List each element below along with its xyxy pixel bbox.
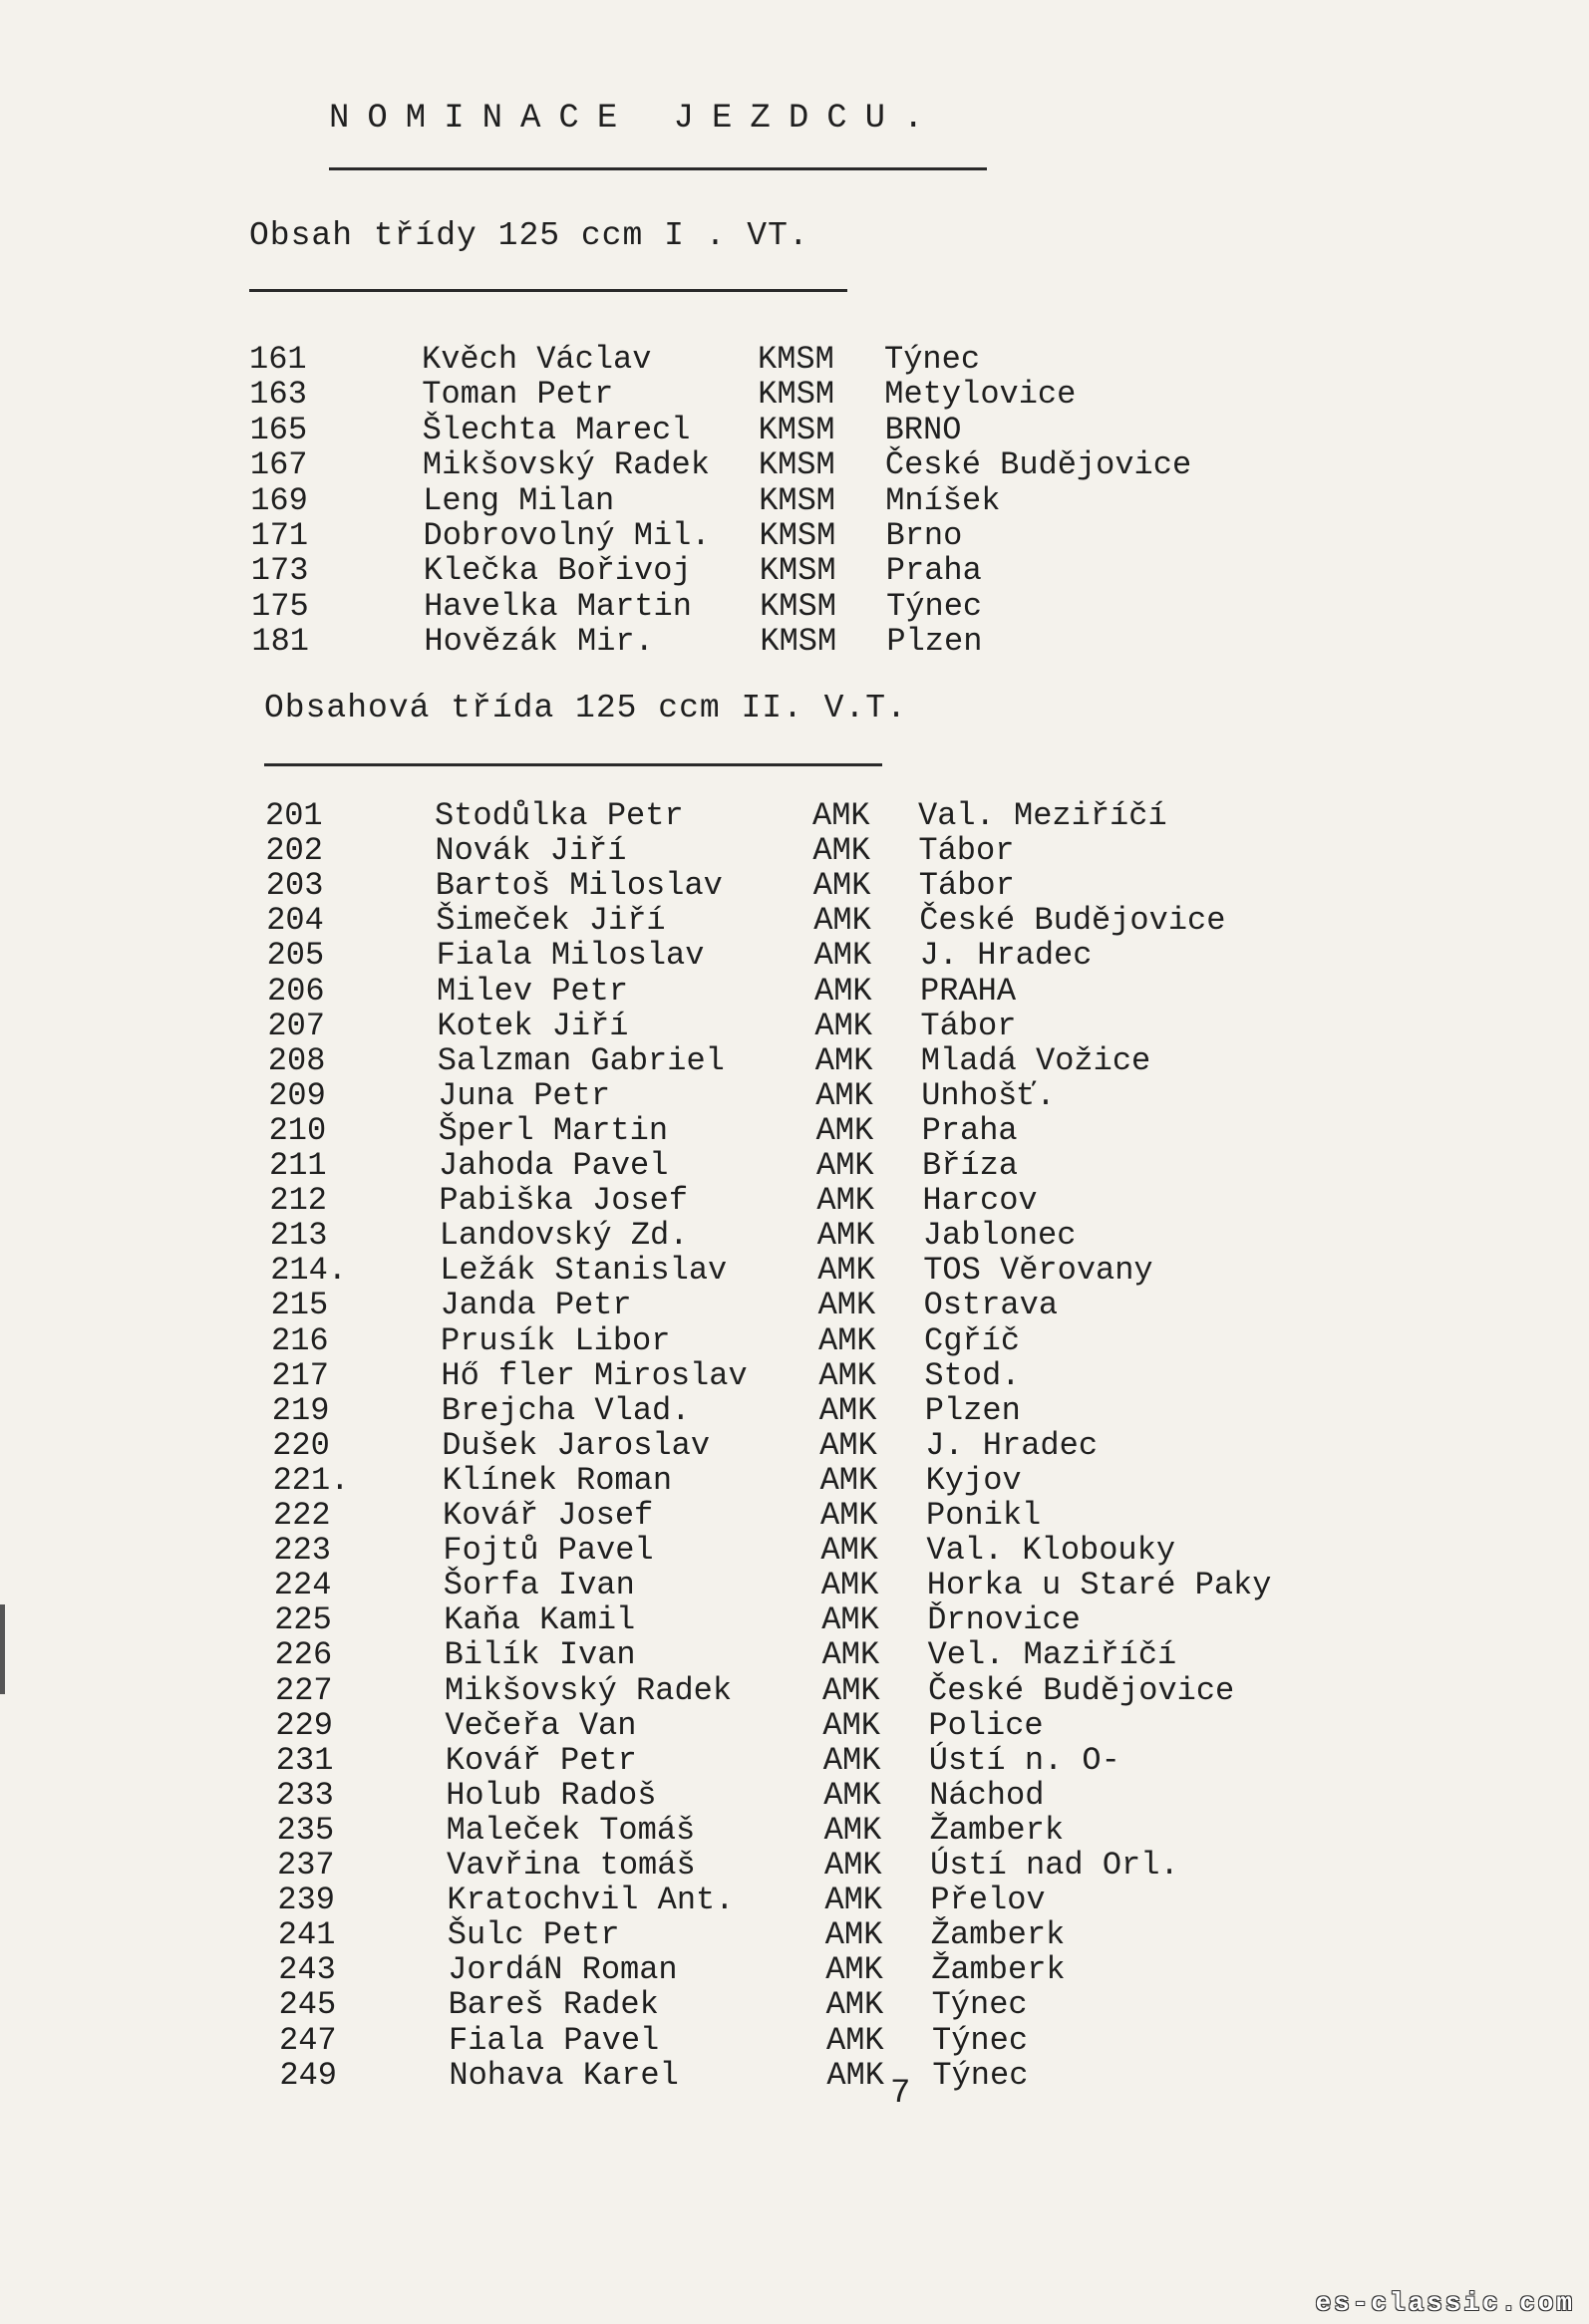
- rider-number: 243: [278, 1951, 336, 1989]
- rider-city: Týnec: [932, 2021, 1029, 2059]
- rider-city: Police: [928, 1706, 1044, 1744]
- rider-city: Ostrava: [923, 1287, 1059, 1324]
- rider-number: 220: [272, 1426, 330, 1464]
- rider-name: JordáN Roman: [448, 1951, 678, 1989]
- rider-name: Klečka Bořivoj: [423, 552, 692, 590]
- rider-name: Mikšovský Radek: [445, 1671, 733, 1709]
- rider-row: [0, 1252, 1589, 1288]
- rider-number: 205: [266, 937, 325, 975]
- rider-city: TOS Věrovany: [923, 1252, 1153, 1290]
- rider-number: 241: [277, 1916, 336, 1954]
- rider-number: 247: [279, 2021, 337, 2059]
- rider-name: Brejcha Vlad.: [441, 1391, 691, 1429]
- rider-number: 237: [277, 1847, 335, 1884]
- rider-city: Tábor: [920, 1007, 1017, 1044]
- rider-row: [0, 1357, 1589, 1393]
- rider-number: 175: [251, 587, 309, 625]
- rider-number: 165: [249, 411, 308, 448]
- rider-number: 224: [273, 1567, 332, 1604]
- rider-club: AMK: [826, 2056, 884, 2094]
- rider-name: Kovář Petr: [445, 1741, 637, 1779]
- rider-city: Ponikl: [926, 1497, 1042, 1534]
- rider-name: Jahoda Pavel: [439, 1147, 669, 1184]
- rider-city: J. Hradec: [919, 937, 1093, 975]
- rider-club: KMSM: [759, 552, 836, 590]
- rider-club: AMK: [822, 1671, 880, 1709]
- rider-city: Týnec: [931, 1986, 1028, 2024]
- rider-club: KMSM: [759, 481, 835, 519]
- rider-number: 161: [249, 341, 307, 378]
- rider-name: Hő fler Miroslav: [441, 1356, 748, 1394]
- rider-city: Jablonec: [922, 1217, 1077, 1255]
- rider-name: Kratochvil Ant.: [447, 1882, 735, 1919]
- rider-name: Dobrovolný Mil.: [423, 517, 711, 554]
- rider-city: Náchod: [929, 1776, 1045, 1814]
- rider-city: Týnec: [932, 2056, 1029, 2094]
- rider-number: 167: [249, 446, 308, 484]
- rider-number: 215: [270, 1287, 329, 1324]
- rider-club: AMK: [814, 1041, 873, 1079]
- rider-number: 233: [276, 1776, 334, 1814]
- rider-city: Cgříč: [924, 1321, 1021, 1359]
- rider-city: PRAHA: [920, 972, 1017, 1010]
- rider-club: KMSM: [758, 446, 835, 484]
- rider-city: Plzen: [924, 1391, 1021, 1429]
- rider-row: [0, 1427, 1589, 1463]
- rider-city: České Budějovice: [919, 902, 1226, 940]
- rider-city: Ústí nad Orl.: [930, 1847, 1179, 1884]
- rider-number: 227: [275, 1671, 333, 1709]
- rider-number: 235: [276, 1811, 335, 1849]
- rider-row: [0, 1636, 1589, 1672]
- rider-name: Stodůlka Petr: [435, 797, 684, 834]
- rider-name: Kvěch Václav: [422, 341, 652, 378]
- rider-number: 213: [269, 1217, 328, 1255]
- rider-name: Šlechta Marecl: [422, 411, 691, 448]
- rider-number: 212: [269, 1182, 327, 1220]
- rider-name: Prusík Libor: [441, 1321, 671, 1359]
- rider-row: [0, 446, 1589, 482]
- rider-city: Metylovice: [884, 376, 1077, 414]
- rider-row: [0, 1042, 1589, 1078]
- rider-club: AMK: [812, 832, 870, 870]
- rider-number: 249: [279, 2056, 337, 2094]
- rider-city: Harcov: [922, 1182, 1038, 1220]
- page-title: NOMINACE JEZDCU.: [329, 100, 942, 138]
- rider-city: Ústí n. O-: [928, 1741, 1120, 1779]
- rider-number: 210: [268, 1111, 327, 1149]
- rider-name: Večeřa Van: [445, 1706, 637, 1744]
- rider-club: AMK: [820, 1532, 878, 1570]
- rider-club: AMK: [824, 1882, 882, 1919]
- rider-club: AMK: [823, 1776, 881, 1814]
- rider-number: 207: [267, 1007, 325, 1044]
- rider-number: 219: [271, 1391, 330, 1429]
- rider-row: [0, 973, 1589, 1009]
- rider-number: 231: [275, 1741, 334, 1779]
- rider-row: [0, 1707, 1589, 1743]
- rider-number: 239: [277, 1882, 335, 1919]
- rider-row: [0, 797, 1589, 833]
- rider-row: [0, 1847, 1589, 1883]
- rider-club: AMK: [812, 867, 871, 905]
- rider-row: [0, 832, 1589, 868]
- rider-name: Šulc Petr: [447, 1916, 620, 1954]
- rider-city: Praha: [885, 552, 982, 590]
- rider-name: Pabiška Josef: [439, 1182, 689, 1220]
- rider-club: AMK: [822, 1741, 881, 1779]
- rider-number: 171: [250, 517, 309, 554]
- rider-number: 223: [273, 1532, 331, 1570]
- rider-row: [0, 867, 1589, 903]
- rider-city: Val. Klobouky: [926, 1532, 1176, 1570]
- rider-club: KMSM: [760, 587, 836, 625]
- rider-club: AMK: [812, 797, 870, 834]
- rider-number: 181: [251, 623, 309, 661]
- rider-row: [0, 1742, 1589, 1778]
- rider-name: Salzman Gabriel: [437, 1041, 725, 1079]
- rider-club: AMK: [816, 1217, 875, 1255]
- rider-row: [0, 1392, 1589, 1428]
- rider-row: [0, 1462, 1589, 1498]
- rider-club: AMK: [813, 902, 871, 940]
- rider-club: AMK: [821, 1636, 880, 1674]
- rider-name: Kaňa Kamil: [444, 1601, 636, 1639]
- rider-city: Vel. Maziříčí: [927, 1636, 1177, 1674]
- page-number: 7: [890, 2075, 911, 2113]
- rider-row: [0, 1812, 1589, 1848]
- rider-name: Havelka Martin: [424, 587, 692, 625]
- rider-name: Hovězák Mir.: [424, 623, 654, 661]
- rider-city: Stod.: [924, 1356, 1021, 1394]
- rider-row: [0, 1672, 1589, 1708]
- section-rule-class-2: [264, 763, 882, 766]
- rider-row: [0, 376, 1589, 412]
- rider-number: 201: [265, 797, 323, 834]
- rider-number: 214.: [270, 1252, 347, 1290]
- rider-name: Nohava Karel: [449, 2056, 679, 2094]
- rider-number: 221.: [272, 1461, 350, 1499]
- rider-number: 222: [273, 1497, 331, 1534]
- rider-name: Vavřina tomáš: [447, 1847, 696, 1884]
- rider-row: [0, 1951, 1589, 1987]
- rider-club: AMK: [815, 1076, 873, 1114]
- rider-row: [0, 1322, 1589, 1358]
- rider-row: [0, 1532, 1589, 1568]
- rider-club: AMK: [822, 1706, 880, 1744]
- rider-number: 209: [268, 1076, 326, 1114]
- rider-club: AMK: [814, 972, 872, 1010]
- rider-club: AMK: [818, 1321, 876, 1359]
- rider-city: Tábor: [918, 832, 1015, 870]
- rider-number: 203: [265, 867, 324, 905]
- rider-row: [0, 412, 1589, 447]
- rider-city: J. Hradec: [925, 1426, 1099, 1464]
- rider-club: KMSM: [758, 411, 835, 448]
- rider-row: [0, 517, 1589, 553]
- rider-row: [0, 1916, 1589, 1952]
- rider-city: Mníšek: [885, 481, 1001, 519]
- rider-club: AMK: [820, 1497, 878, 1534]
- rider-club: KMSM: [760, 623, 837, 661]
- rider-row: [0, 1182, 1589, 1218]
- rider-city: Unhošť.: [921, 1076, 1056, 1114]
- rider-name: Landovský Zd.: [439, 1217, 689, 1255]
- rider-row: [0, 1986, 1589, 2022]
- rider-row: [0, 623, 1589, 659]
- rider-number: 173: [250, 552, 309, 590]
- rider-city: Přelov: [930, 1882, 1046, 1919]
- watermark: es-classic.com: [1315, 2288, 1575, 2318]
- rider-club: AMK: [817, 1287, 876, 1324]
- rider-city: Brno: [885, 517, 963, 554]
- rider-name: Toman Petr: [422, 376, 614, 414]
- rider-row: [0, 552, 1589, 588]
- rider-row: [0, 937, 1589, 973]
- rider-name: Leng Milan: [423, 481, 615, 519]
- rider-name: Kovář Josef: [443, 1497, 654, 1534]
- rider-club: KMSM: [758, 341, 834, 378]
- rider-number: 202: [265, 832, 323, 870]
- rider-name: Mikšovský Radek: [422, 446, 710, 484]
- rider-number: 208: [267, 1041, 326, 1079]
- rider-row: [0, 1287, 1589, 1322]
- rider-city: Bříza: [922, 1147, 1019, 1184]
- rider-city: Praha: [921, 1111, 1018, 1149]
- rider-number: 217: [271, 1356, 329, 1394]
- rider-club: KMSM: [758, 376, 835, 414]
- rider-name: Juna Petr: [438, 1076, 611, 1114]
- rider-name: Maleček Tomáš: [446, 1811, 696, 1849]
- rider-row: [0, 1217, 1589, 1253]
- rider-row: [0, 1601, 1589, 1637]
- rider-name: Bartoš Miloslav: [435, 867, 723, 905]
- rider-city: Kyjov: [925, 1461, 1022, 1499]
- rider-row: [0, 1147, 1589, 1183]
- rider-club: AMK: [819, 1461, 878, 1499]
- rider-number: 163: [249, 376, 307, 414]
- rider-name: Fiala Pavel: [449, 2021, 660, 2059]
- section-heading-class-1: Obsah třídy 125 ccm I . VT.: [249, 217, 809, 254]
- title-underline: [329, 167, 987, 170]
- rider-name: Bareš Radek: [448, 1986, 659, 2024]
- rider-name: Dušek Jaroslav: [442, 1426, 711, 1464]
- rider-number: 229: [275, 1706, 333, 1744]
- rider-city: Týnec: [886, 587, 983, 625]
- rider-row: [0, 341, 1589, 377]
- rider-club: AMK: [816, 1182, 874, 1220]
- rider-club: KMSM: [759, 517, 836, 554]
- rider-name: Janda Petr: [440, 1287, 632, 1324]
- rider-club: AMK: [819, 1426, 877, 1464]
- rider-name: Šimeček Jiří: [436, 902, 666, 940]
- rider-row: [0, 2057, 1589, 2093]
- rider-club: AMK: [820, 1567, 879, 1604]
- rider-name: Novák Jiří: [435, 832, 627, 870]
- rider-club: AMK: [823, 1811, 882, 1849]
- rider-row: [0, 1497, 1589, 1533]
- rider-city: Žamberk: [930, 1916, 1066, 1954]
- rider-name: Fojtů Pavel: [443, 1532, 654, 1570]
- rider-number: 225: [274, 1601, 332, 1639]
- rider-row: [0, 1112, 1589, 1148]
- rider-city: České Budějovice: [928, 1671, 1235, 1709]
- rider-number: 204: [266, 902, 324, 940]
- rider-name: Šperl Martin: [438, 1111, 669, 1149]
- rider-club: AMK: [825, 1986, 884, 2024]
- rider-row: [0, 902, 1589, 938]
- rider-club: AMK: [825, 1951, 883, 1989]
- rider-number: 169: [250, 481, 308, 519]
- rider-club: AMK: [815, 1111, 874, 1149]
- rider-number: 245: [278, 1986, 337, 2024]
- rider-name: Klínek Roman: [442, 1461, 673, 1499]
- rider-club: AMK: [817, 1252, 875, 1290]
- rider-name: Holub Radoš: [446, 1776, 657, 1814]
- rider-club: AMK: [813, 937, 872, 975]
- rider-club: AMK: [816, 1147, 874, 1184]
- rider-name: Kotek Jiří: [437, 1007, 629, 1044]
- rider-club: AMK: [818, 1391, 877, 1429]
- rider-name: Bilík Ivan: [444, 1636, 636, 1674]
- rider-row: [0, 1567, 1589, 1602]
- section-rule-class-1: [249, 289, 847, 292]
- section-heading-class-2: Obsahová třída 125 ccm II. V.T.: [264, 690, 907, 726]
- rider-number: 226: [274, 1636, 333, 1674]
- rider-club: AMK: [814, 1007, 872, 1044]
- rider-city: Horka u Staré Paky: [926, 1567, 1272, 1604]
- rider-name: Milev Petr: [437, 972, 629, 1010]
- rider-name: Ležák Stanislav: [440, 1252, 728, 1290]
- rider-row: [0, 1777, 1589, 1813]
- rider-row: [0, 1008, 1589, 1043]
- rider-city: České Budějovice: [884, 446, 1192, 484]
- rider-city: Mladá Vožice: [920, 1041, 1151, 1079]
- rider-city: Žamberk: [929, 1811, 1065, 1849]
- rider-club: AMK: [818, 1356, 876, 1394]
- rider-city: BRNO: [884, 411, 962, 448]
- rider-number: 211: [269, 1147, 327, 1184]
- rider-number: 206: [267, 972, 325, 1010]
- rider-row: [0, 2022, 1589, 2058]
- rider-name: Šorfa Ivan: [443, 1567, 635, 1604]
- rider-name: Fiala Miloslav: [436, 937, 705, 975]
- rider-row: [0, 1077, 1589, 1113]
- rider-city: Tábor: [918, 867, 1015, 905]
- rider-city: Žamberk: [931, 1951, 1066, 1989]
- rider-city: Týnec: [884, 341, 981, 378]
- rider-club: AMK: [826, 2021, 884, 2059]
- rider-number: 216: [271, 1321, 329, 1359]
- rider-club: AMK: [824, 1847, 882, 1884]
- rider-row: [0, 588, 1589, 624]
- rider-club: AMK: [824, 1916, 883, 1954]
- rider-city: Ďrnovice: [927, 1601, 1081, 1639]
- rider-row: [0, 1882, 1589, 1917]
- rider-row: [0, 482, 1589, 518]
- rider-city: Plzen: [886, 623, 983, 661]
- rider-city: Val. Meziříčí: [918, 797, 1167, 834]
- rider-club: AMK: [821, 1601, 879, 1639]
